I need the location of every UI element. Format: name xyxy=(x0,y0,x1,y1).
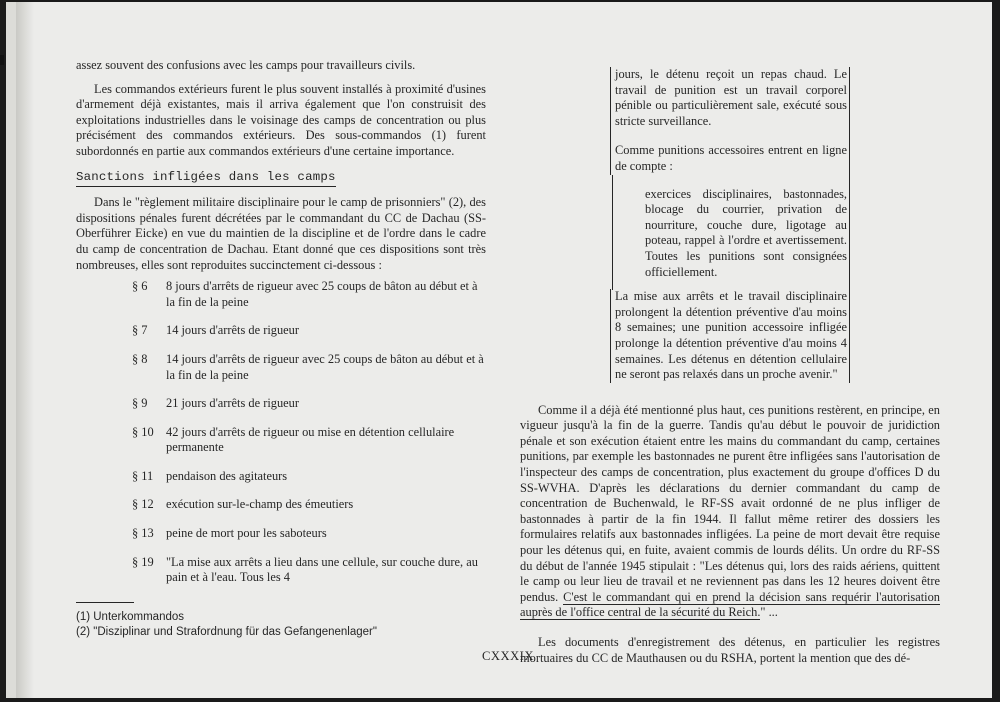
quoted-block-2: exercices disciplinaires, bastonnades, blocage du courrier, privation de nourriture, couche dure, ligotage au poteau, rappel à l'ordre et avertissement. Toutes les punitions sont consignées officiellement. xyxy=(612,175,850,291)
page-edge-mark xyxy=(0,55,4,65)
right-paragraph-last: Les documents d'enregistrement des détenus, en particulier les registres mortuaires du CC de Mauthausen ou du RSHA, portent la mention que des dé- xyxy=(520,635,940,665)
section-heading: Sanctions infligées dans les camps xyxy=(76,170,336,188)
left-paragraph-2: Les commandos extérieurs furent le plus souvent installés à proximité d'usines d'armement déjà existantes, mais il arriva également que l'on construisit des exploitations industrielles dans le voisinage des camps de concentration ou plus précisément des commandos extérieurs. Des sous-commandos (1) furent subordonnés en partie aux commandos extérieurs d'une certaine importance. xyxy=(76,81,486,158)
rule-item: § 6 8 jours d'arrêts de rigueur avec 25 coups de bâton au début et à la fin de la peine xyxy=(132,279,478,309)
rule-item: § 7 14 jours d'arrêts de rigueur xyxy=(132,323,299,338)
left-column xyxy=(76,58,486,640)
rules-list xyxy=(76,279,486,586)
rule-item: § 10 42 jours d'arrêts de rigueur ou mise en détention cellulaire permanente xyxy=(132,424,455,455)
left-paragraph-1: assez souvent des confusions avec les camps pour travailleurs civils. xyxy=(76,58,416,72)
footnote-2: (2) "Disziplinar und Strafordnung für das Gefangenenlager" xyxy=(76,625,377,638)
rule-item: § 8 14 jours d'arrêts de rigueur avec 25 coups de bâton au début et à la fin de la peine xyxy=(132,351,484,382)
left-paragraph-3: Dans le "règlement militaire disciplinaire pour le camp de prisonniers" (2), des dispositions pénales furent décrétées par le commandant du CC de Dachau (SS-Oberführer Eicke) en vue du maintien de la discipline et de l'ordre dans le cadre du camp de concentration de Dachau. Etant donné que ces dispositions sont très nombreuses, elles sont reproduites succinctement ci-dessous : xyxy=(76,195,486,272)
page-gutter xyxy=(16,2,34,698)
footnote-1: (1) Unterkommandos xyxy=(76,610,185,623)
quoted-block-3: La mise aux arrêts et le travail disciplinaire prolongent la détention préventive d'au moins 8 semaines; une punition accessoire infligée prolonge la détention préventive d'au moins 4 semaines. Les détenus en détention cellulaire ne seront pas relaxés dans un proche avenir." xyxy=(610,289,850,383)
right-paragraph-main: Comme il a déjà été mentionné plus haut, ces punitions restèrent, en principe, en vigueur jusqu'à la fin de la guerre. Tandis qu'au début le pouvoir de juridiction pénale et son exécution étaient entre les mains du commandant du camp, certaines punitions, par exemple les bastonnades ne purent être infligées sans l'autorisation de l'inspecteur des camps de concentration, plus exactement du groupe d'offices D du SS-WVHA. D'après les déclarations du dernier commandant du camp de concentration de Buchenwald, le RF-SS avait ordonné de ne plus infliger de bastonnades à partir de la fin 1944. Il fallut même retirer des dossiers les formulaires relatifs aux bastonnades infligées. La peine de mort devait être requise pour les détenus qui, en fuite, avaient commis de lourds délits. Un ordre du RF-SS du début de l'année 1945 stipulait : "Les détenus qui, lors des raids aériens, quittent le camp ou leur lieu de travail et ne reviennent pas dans les 12 heures doivent être pendus. C'est le commandant qui en prend la décision sans requérir l'autorisation auprès de l'office central de la sécurité du Reich." ... xyxy=(520,402,940,620)
page-number: CXXXIX xyxy=(482,649,534,663)
rule-item: § 12 exécution sur-le-champ des émeutiers xyxy=(132,497,354,512)
quoted-block-1: jours, le détenu reçoit un repas chaud. Le travail de punition est un travail corporel pénible ou particulièrement sale, exécuté sous stricte surveillance. Comme punitions accessoires entrent en ligne de compte : xyxy=(610,67,850,175)
rule-item: § 9 21 jours d'arrêts de rigueur xyxy=(132,396,299,411)
underlined-quote: C'est le commandant qui en prend la décision sans requérir l'autorisation auprès de l'office central de la sécurité du Reich. xyxy=(520,589,940,620)
rule-item: § 13 peine de mort pour les saboteurs xyxy=(132,526,327,541)
footnote-separator xyxy=(76,602,134,603)
right-column xyxy=(520,67,940,666)
rule-item: § 11 pendaison des agitateurs xyxy=(132,468,288,483)
rule-item: § 19 "La mise aux arrêts a lieu dans une cellule, sur couche dure, au pain et à l'eau. Tous les 4 xyxy=(132,554,478,585)
